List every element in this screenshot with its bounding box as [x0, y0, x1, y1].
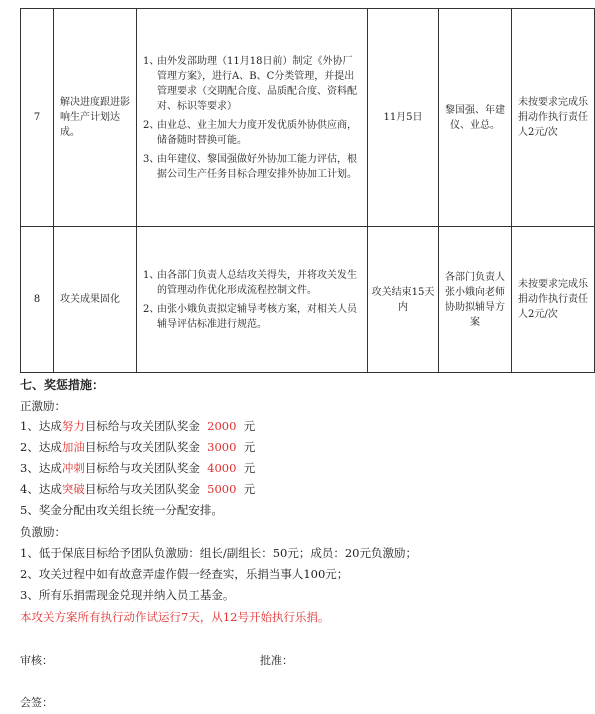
measure-item: 3、 由年建仪、黎国强做好外协加工能力评估，根据公司生产任务目标合理安排外协加工计划。 — [143, 153, 357, 180]
row-measures — [137, 227, 368, 373]
measure-item: 1、 由外发部助理（11月18日前）制定《外协厂管理方案》，进行A、B、C分类管理，并提出管理要求（交期配合度、品质配合度、资料配对、标识等要求） — [143, 55, 357, 112]
reward-line: 3、达成冲刺目标给与攻关团队奖金 4000 元 — [20, 461, 256, 475]
row-measures — [137, 9, 368, 227]
row-owner: 各部门负责人张小娥向老师协助拟辅导方案 — [439, 227, 512, 373]
table-row-7 — [21, 9, 595, 227]
row-issue: 解决进度跟进影响生产计划达成。 — [54, 9, 137, 227]
reward-note: 5、奖金分配由攻关组长统一分配安排。 — [20, 503, 223, 517]
penalty-line: 2、攻关过程中如有故意弄虚作假一经查实，乐捐当事人100元； — [20, 567, 349, 581]
measure-item: 1、 由各部门负责人总结攻关得失，并将攻关发生的管理动作优化形成流程控制文件。 — [143, 269, 357, 296]
row-number: 8 — [21, 227, 54, 373]
row-deadline: 11月5日 — [368, 9, 439, 227]
trial-note: 本攻关方案所有执行动作试运行7天，从12号开始执行乐捐。 — [20, 610, 330, 624]
positive-incentive-title: 正激励： — [20, 399, 66, 413]
row-deadline: 攻关结束15天内 — [368, 227, 439, 373]
measure-item: 2、 由张小娥负责拟定辅导考核方案，对相关人员辅导评估标准进行规范。 — [143, 303, 357, 330]
approve-signature-label: 批准： — [260, 654, 293, 667]
countersign-label: 会签： — [20, 696, 53, 709]
action-plan-table — [20, 8, 595, 373]
row-penalty: 未按要求完成乐捐动作执行责任人2元/次 — [512, 9, 595, 227]
section-title: 七、奖惩措施： — [20, 378, 105, 392]
row-issue: 攻关成果固化 — [54, 227, 137, 373]
review-signature-label: 审核： — [20, 654, 53, 667]
row-number: 7 — [21, 9, 54, 227]
penalty-line: 1、低于保底目标给予团队负激励：组长/副组长：50元；成员：20元负激励； — [20, 546, 417, 560]
row-penalty: 未按要求完成乐捐动作执行责任人2元/次 — [512, 227, 595, 373]
row-owner: 黎国强、年建仪、业总。 — [439, 9, 512, 227]
reward-line: 2、达成加油目标给与攻关团队奖金 3000 元 — [20, 440, 256, 454]
measure-item: 2、 由业总、业主加大力度开发优质外协供应商，储备随时替换可能。 — [143, 119, 357, 146]
reward-line: 4、达成突破目标给与攻关团队奖金 5000 元 — [20, 482, 256, 496]
penalty-line: 3、所有乐捐需现金兑现并纳入员工基金。 — [20, 588, 235, 602]
reward-line: 1、达成努力目标给与攻关团队奖金 2000 元 — [20, 419, 256, 433]
negative-incentive-title: 负激励： — [20, 525, 66, 539]
table-row-8 — [21, 227, 595, 373]
